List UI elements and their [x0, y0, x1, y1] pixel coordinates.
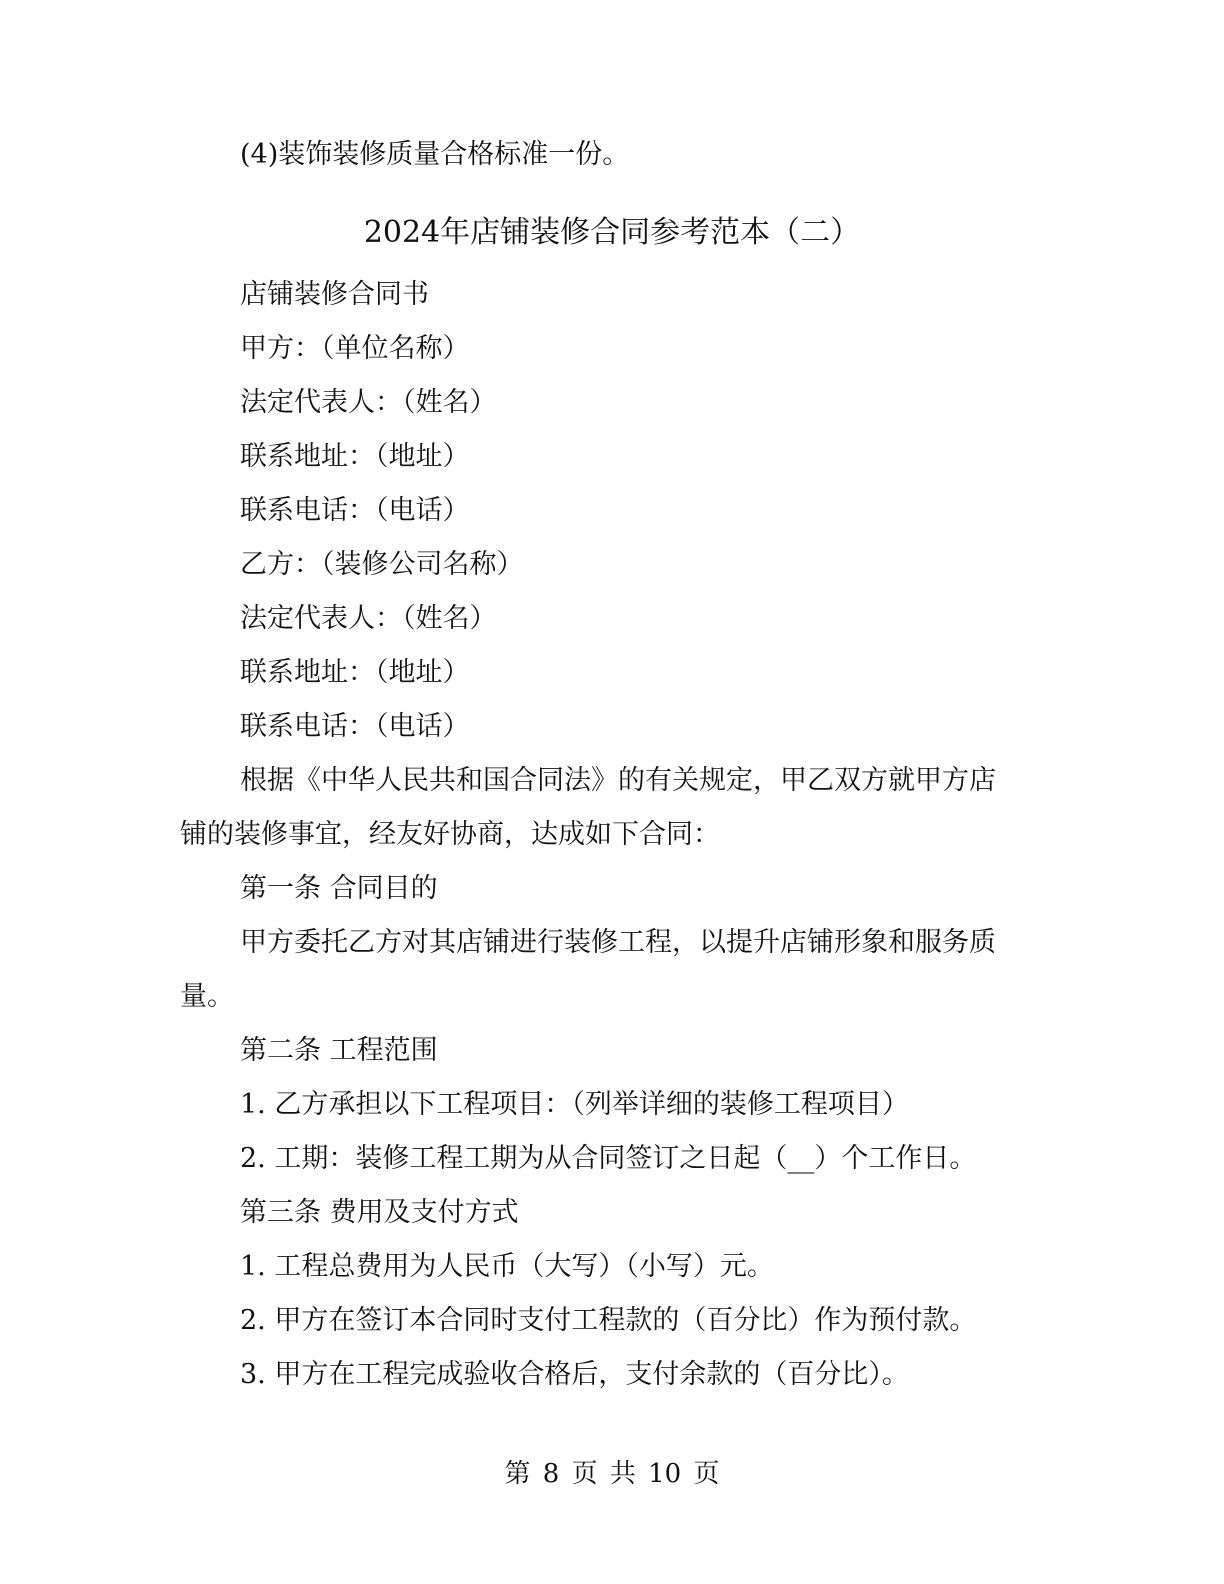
page-number-footer: 第 8 页 共 10 页 [504, 1459, 720, 1489]
article-1-text-line-2: 量。 [180, 981, 234, 1012]
party-b-address: 联系地址：（地址） [240, 657, 470, 688]
article-1-text-line-1: 甲方委托乙方对其店铺进行装修工程，以提升店铺形象和服务质 [240, 927, 996, 958]
party-b-phone: 联系电话：（电话） [240, 711, 470, 742]
article-2-heading: 第二条 工程范围 [240, 1035, 438, 1066]
section-title: 2024年店铺装修合同参考范本（二） [363, 215, 861, 250]
party-a-phone: 联系电话：（电话） [240, 495, 470, 526]
article-1-heading: 第一条 合同目的 [240, 873, 438, 904]
preamble-line-1: 根据《中华人民共和国合同法》的有关规定，甲乙双方就甲方店 [240, 765, 996, 796]
article-3-item-1: 1. 工程总费用为人民币（大写）（小写）元。 [240, 1251, 774, 1282]
party-a-representative: 法定代表人：（姓名） [240, 387, 497, 418]
party-b-representative: 法定代表人：（姓名） [240, 603, 497, 634]
article-2-item-1: 1. 乙方承担以下工程项目：（列举详细的装修工程项目） [240, 1089, 909, 1120]
article-3-item-3: 3. 甲方在工程完成验收合格后，支付余款的（百分比）。 [240, 1359, 909, 1390]
party-a-address: 联系地址：（地址） [240, 441, 470, 472]
party-a-name: 甲方：（单位名称） [240, 333, 470, 364]
article-3-item-2: 2. 甲方在签订本合同时支付工程款的（百分比）作为预付款。 [240, 1305, 977, 1336]
article-2-item-2: 2. 工期：装修工程工期为从合同签订之日起（__）个工作日。 [240, 1143, 977, 1174]
contract-heading: 店铺装修合同书 [240, 279, 429, 310]
article-3-heading: 第三条 费用及支付方式 [240, 1197, 519, 1228]
preamble-line-2: 铺的装修事宜，经友好协商，达成如下合同： [180, 819, 720, 850]
party-b-name: 乙方：（装修公司名称） [240, 549, 524, 580]
previous-item-text: (4)装饰装修质量合格标准一份。 [240, 139, 630, 170]
